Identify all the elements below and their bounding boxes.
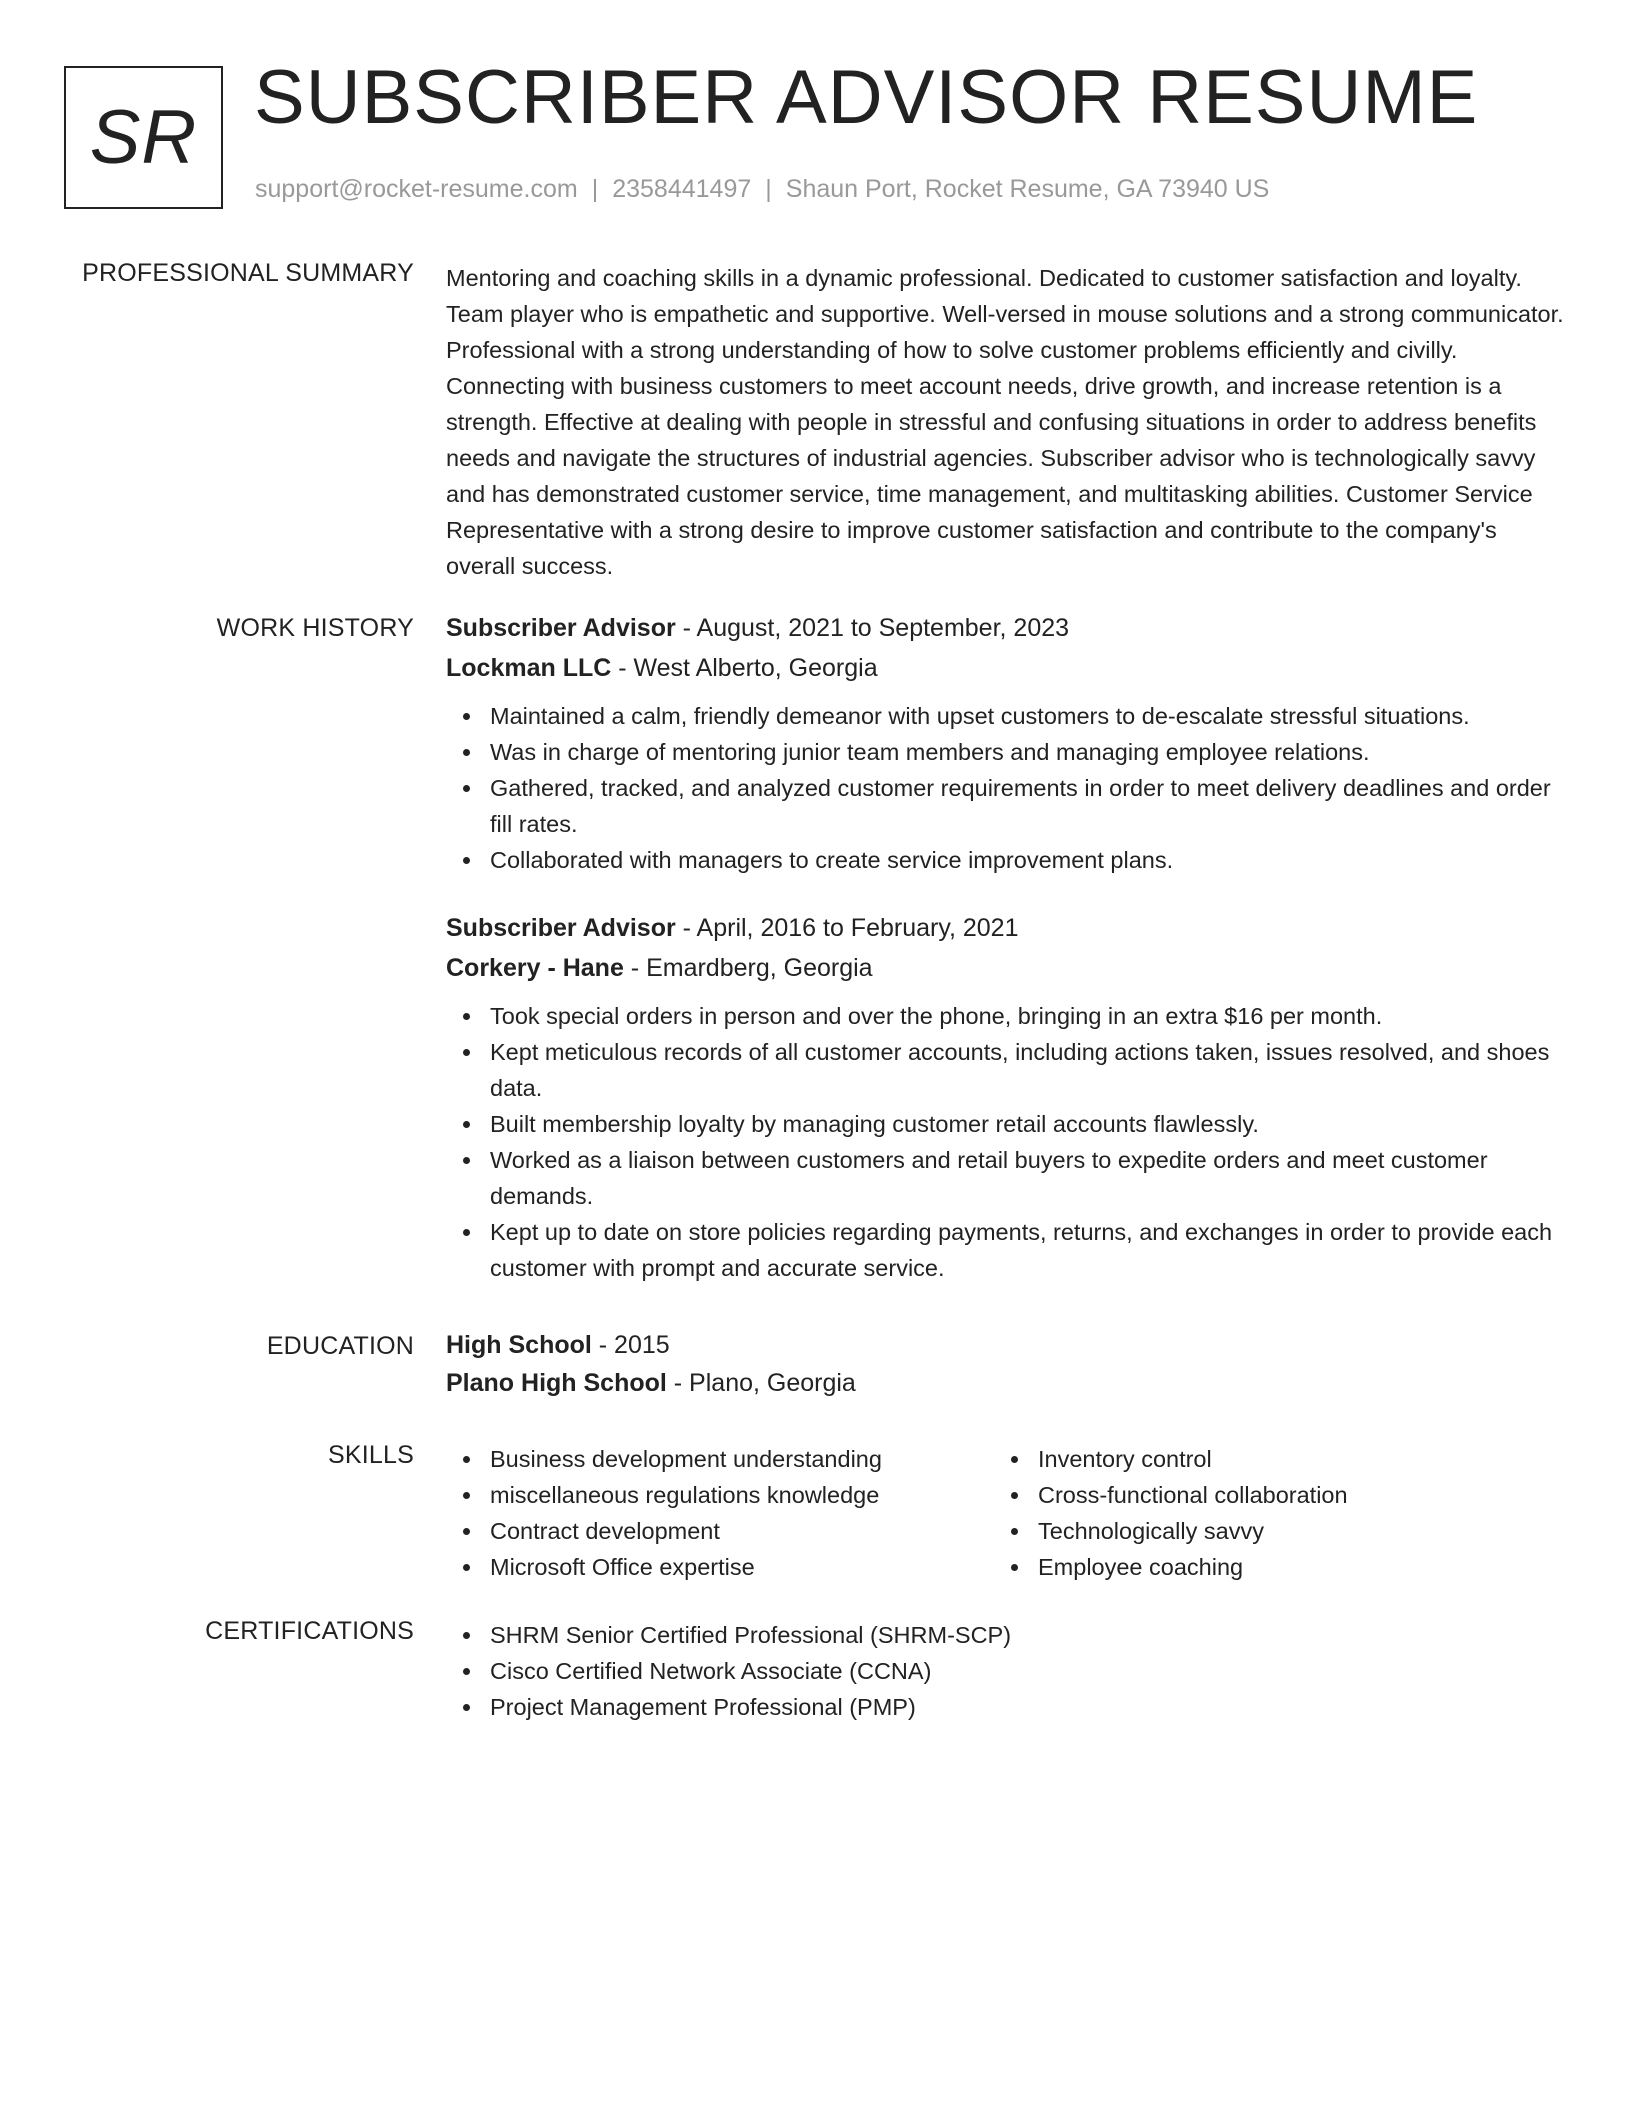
monogram-box <box>64 66 223 209</box>
job-location: - West Alberto, Georgia <box>611 654 878 682</box>
skills-body <box>446 1441 1566 1585</box>
job-title: Subscriber Advisor <box>446 614 676 642</box>
job-bullet: Built membership loyalty by managing customer retail accounts flawlessly. <box>446 1106 1566 1142</box>
education-degree: High School <box>446 1331 592 1359</box>
contact-email: support@rocket-resume.com <box>255 175 578 203</box>
job-title-line <box>446 908 1566 948</box>
job-company: Lockman LLC <box>446 654 612 682</box>
job-company-line <box>446 948 1566 988</box>
education-school: Plano High School <box>446 1369 667 1397</box>
contact-line <box>255 176 1269 204</box>
monogram-initials: SR <box>89 94 198 180</box>
section-label-education: EDUCATION <box>266 1332 414 1360</box>
skill-item: Contract development <box>446 1513 994 1549</box>
job-bullets <box>446 998 1566 1286</box>
education-body <box>446 1325 1566 1403</box>
education-year: - 2015 <box>591 1331 670 1359</box>
education-location: - Plano, Georgia <box>666 1369 856 1397</box>
job-title-line <box>446 608 1566 648</box>
job-bullet: Collaborated with managers to create service improvement plans. <box>446 842 1566 878</box>
work-history-body <box>446 608 1566 1286</box>
job-bullet: Gathered, tracked, and analyzed customer requirements in order to meet delivery deadlines and order fill rates. <box>446 770 1566 842</box>
job-company: Corkery - Hane <box>446 954 624 982</box>
resume-title: SUBSCRIBER ADVISOR RESUME <box>254 55 1479 140</box>
contact-separator: | <box>765 175 772 203</box>
skills-column-2 <box>994 1441 1542 1585</box>
job-entry <box>446 908 1566 1286</box>
contact-phone: 2358441497 <box>612 175 752 203</box>
job-location: - Emardberg, Georgia <box>623 954 873 982</box>
skill-item: Business development understanding <box>446 1441 994 1477</box>
certifications-body <box>446 1617 1566 1725</box>
skill-item: miscellaneous regulations knowledge <box>446 1477 994 1513</box>
section-label-summary: PROFESSIONAL SUMMARY <box>82 259 414 287</box>
job-title: Subscriber Advisor <box>446 914 676 942</box>
skill-item: Microsoft Office expertise <box>446 1549 994 1585</box>
education-school-line <box>446 1363 1566 1403</box>
job-bullet: Kept up to date on store policies regarding payments, returns, and exchanges in order to provide each customer with prompt and accurate service. <box>446 1214 1566 1286</box>
contact-address: Shaun Port, Rocket Resume, GA 73940 US <box>785 175 1270 203</box>
job-bullet: Maintained a calm, friendly demeanor with upset customers to de-escalate stressful situations. <box>446 698 1566 734</box>
certification-item: Cisco Certified Network Associate (CCNA) <box>446 1653 1566 1689</box>
job-company-line <box>446 648 1566 688</box>
skills-column-1 <box>446 1441 994 1585</box>
job-entry <box>446 608 1566 878</box>
job-bullets <box>446 698 1566 878</box>
summary-text: Mentoring and coaching skills in a dynamic professional. Dedicated to customer satisfaction and loyalty. Team player who is empathetic and supportive. Well-versed in mouse solutions and a strong communicator. Professional with a strong understanding of how to solve customer problems efficiently and civilly. Connecting with business customers to meet account needs, drive growth, and increase retention is a strength. Effective at dealing with people in stressful and confusing situations in order to address benefits needs and navigate the structures of industrial agencies. Subscriber advisor who is technologically savvy and has demonstrated customer service, time management, and multitasking abilities. Customer Service Representative with a strong desire to improve customer satisfaction and contribute to the company's overall success. <box>446 265 1564 579</box>
job-dates: - August, 2021 to September, 2023 <box>675 614 1070 642</box>
certification-item: Project Management Professional (PMP) <box>446 1689 1566 1725</box>
summary-body <box>446 260 1566 584</box>
section-label-skills: SKILLS <box>328 1441 414 1469</box>
job-bullet: Was in charge of mentoring junior team members and managing employee relations. <box>446 734 1566 770</box>
job-bullet: Kept meticulous records of all customer accounts, including actions taken, issues resolved, and shoes data. <box>446 1034 1566 1106</box>
skill-item: Technologically savvy <box>994 1513 1542 1549</box>
certifications-list <box>446 1617 1566 1725</box>
skill-item: Cross-functional collaboration <box>994 1477 1542 1513</box>
job-bullet: Took special orders in person and over the phone, bringing in an extra $16 per month. <box>446 998 1566 1034</box>
skills-grid <box>446 1441 1566 1585</box>
skill-item: Inventory control <box>994 1441 1542 1477</box>
section-label-certifications: CERTIFICATIONS <box>205 1617 414 1645</box>
skill-item: Employee coaching <box>994 1549 1542 1585</box>
certification-item: SHRM Senior Certified Professional (SHRM-SCP) <box>446 1617 1566 1653</box>
job-bullet: Worked as a liaison between customers and retail buyers to expedite orders and meet customer demands. <box>446 1142 1566 1214</box>
contact-separator: | <box>591 175 599 203</box>
job-dates: - April, 2016 to February, 2021 <box>675 914 1019 942</box>
education-degree-line <box>446 1325 1566 1365</box>
section-label-work-history: WORK HISTORY <box>216 614 414 642</box>
